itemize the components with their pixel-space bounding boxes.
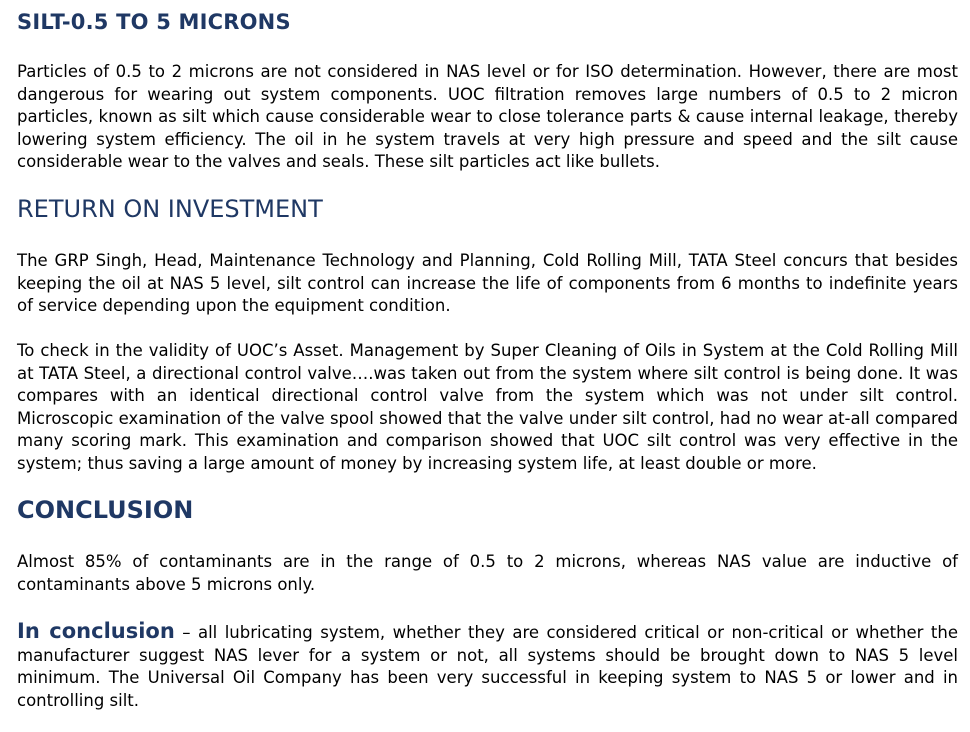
heading-silt: SILT-0.5 TO 5 MICRONS (17, 10, 291, 34)
conclusion-text: all lubricating system, whether they are considered critical or non-critical or whether the manufacturer suggest NAS lever for a system or not, all systems should be brought down to NAS 5 level minimum. The Universal Oil Company has been very successful in keeping system to NAS 5 or lower and in controlling silt. (17, 623, 959, 710)
heading-conclusion: CONCLUSION (17, 496, 194, 524)
paragraph-conclusion-1: Almost 85% of contaminants are in the range of 0.5 to 2 microns, whereas NAS value are inductive of contaminants above 5 microns only. (17, 552, 958, 594)
paragraph-roi-2: To check in the validity of UOC’s Asset. Management by Super Cleaning of Oils in System at the Cold Rolling Mill at TATA Steel, a directional control valve….was taken out from the system where silt control is being done. It was compares with an identical directional control valve from the system which was not under silt control. Microscopic examination of the valve spool showed that the valve under silt control, had no wear at-all compared many scoring mark. This examination and comparison showed that UOC silt control was very effective in the system; thus saving a large amount of money by increasing system life, at least double or more. (17, 341, 958, 473)
in-conclusion-lead: In conclusion (17, 619, 175, 643)
paragraph-conclusion-2 (17, 620, 958, 712)
heading-return-on-investment: RETURN ON INVESTMENT (17, 195, 323, 223)
paragraph-roi-1: The GRP Singh, Head, Maintenance Technology and Planning, Cold Rolling Mill, TATA Steel concurs that besides keeping the oil at NAS 5 level, silt control can increase the life of components from 6 months to indefinite years of service depending upon the equipment condition. (17, 251, 958, 315)
lead-dash: – (174, 623, 198, 642)
paragraph-silt: Particles of 0.5 to 2 microns are not considered in NAS level or for ISO determination. However, there are most dangerous for wearing out system components. UOC filtration removes large numbers of 0.5 to 2 micron particles, known as silt which cause considerable wear to close tolerance parts & cause internal leakage, thereby lowering system efficiency. The oil in he system travels at very high pressure and speed and the silt cause considerable wear to the valves and seals. These silt particles act like bullets. (17, 62, 958, 171)
